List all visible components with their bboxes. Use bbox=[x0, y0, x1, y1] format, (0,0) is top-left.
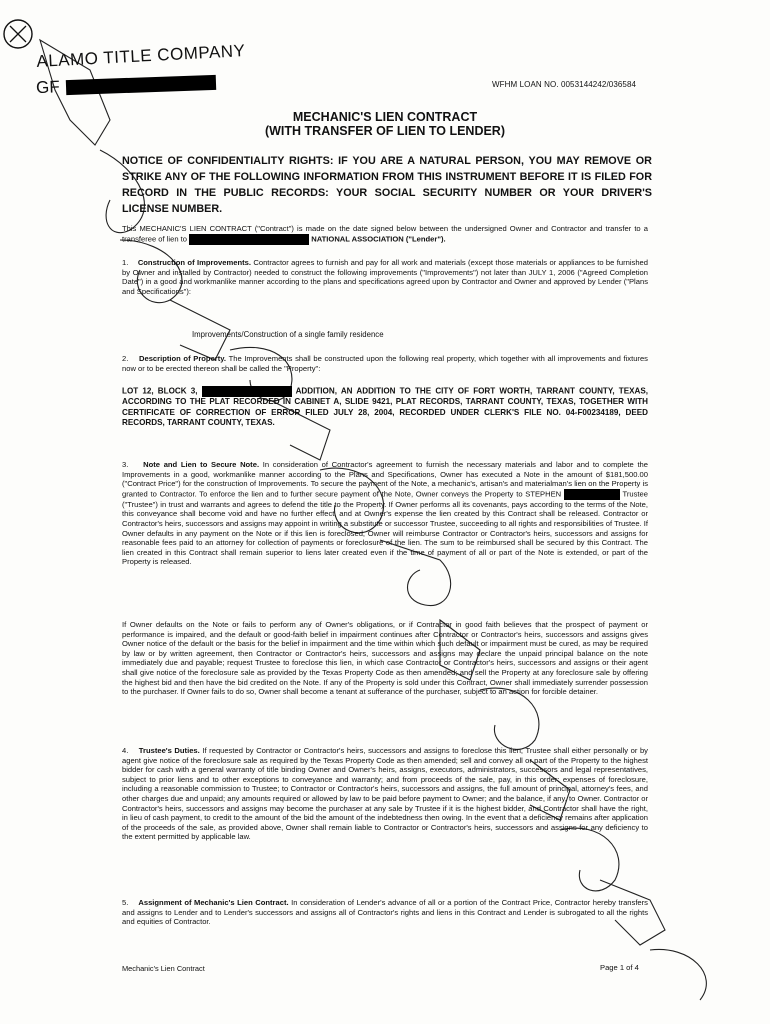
intro-text-part2: NATIONAL ASSOCIATION ("Lender"). bbox=[311, 234, 446, 244]
section-3-number: 3. bbox=[122, 460, 129, 469]
section-4 bbox=[122, 746, 648, 842]
section-2-number: 2. bbox=[122, 354, 129, 363]
section-1-heading: Construction of Improvements. bbox=[137, 258, 251, 267]
section-5-number: 5. bbox=[122, 898, 129, 907]
document-subtitle: (WITH TRANSFER OF LIEN TO LENDER) bbox=[264, 124, 506, 138]
document-title: MECHANIC'S LIEN CONTRACT bbox=[292, 110, 478, 124]
legal-description bbox=[122, 386, 648, 429]
intro-paragraph bbox=[122, 224, 648, 245]
footer-page-number: Page 1 of 4 bbox=[600, 963, 639, 972]
legal-description-part1: LOT 12, BLOCK 3, bbox=[122, 386, 198, 396]
section-3-text-a: In consideration of Contractor's agreement to furnish the necessary materials and labor and to complete the Improvements in a good, workmanlike manner according to the Plans and Specifications, Owner has executed a Note in the amount of $181,500.00 ("Contract Price") for the construction of Improvements. To secure the payment of the Note, a mechanic's, artisan's and materialman's lien on the Property is granted to Contractor. To enforce the lien and to further secure payment of the Note, Owner conveys the Property to STEPHEN bbox=[122, 460, 649, 499]
section-3-text-b: Trustee ("Trustee") in trust and warrants and agrees to defend the title to the Property. If Owner performs all its covenants, pays according to the terms of the Note, this conveyance shall become void and have no further effect, and at Owner's expense the lien created by this Contract shall be released. Contractor or Contractor's heirs, successors and assigns may appoint in writing a substitute or successor Trustee, succeeding to all rights and responsibilities of Trustee. If Owner defaults in any payment on the Note or if this lien is foreclosed, Owner will reimburse Contractor or Contractor's heirs, successors and assigns for reasonable fees paid to an attorney for collection of payments or foreclosure of the lien. The sum to be reimbursed shall be secured by this Contract. The lien created in this Contract shall remain superior to liens later created even if the time of payment of all or part of the Note is extended, or part of the Property is released. bbox=[122, 489, 648, 567]
section-3-heading: Note and Lien to Secure Note. bbox=[143, 460, 260, 469]
intro-text-part1: This MECHANIC'S LIEN CONTRACT ("Contract") is made on the date signed below between the undersigned Owner and Contractor and transfer to a transferee of lien to bbox=[122, 224, 648, 244]
confidentiality-notice: NOTICE OF CONFIDENTIALITY RIGHTS: IF YOU ARE A NATURAL PERSON, YOU MAY REMOVE OR STRIKE ANY OF THE FOLLOWING INFORMATION FROM THIS INSTRUMENT BEFORE IT IS FILED FOR RECORD IN THE PUBLIC RECORDS: YOUR SOCIAL SECURITY NUMBER OR YOUR DRIVER'S LICENSE NUMBER. bbox=[122, 155, 652, 215]
redaction-bar bbox=[65, 75, 215, 95]
section-2 bbox=[122, 354, 648, 373]
improvement-description: Improvements/Construction of a single family residence bbox=[192, 330, 384, 339]
redaction-bar bbox=[564, 489, 620, 500]
gf-number bbox=[36, 72, 216, 98]
gf-label: GF bbox=[35, 77, 60, 98]
redaction-bar bbox=[202, 386, 292, 397]
section-3-default-paragraph: If Owner defaults on the Note or fails to perform any of Owner's obligations, or if Contractor in good faith believes that the prospect of payment or performance is impaired, and the default or good-faith belief in impairment continues after Contractor or Contractor's heirs, successors and assigns gives Owner notice of the default or the basis for the belief in impairment and the time within which such default or impairment must be cured, as may be required by law or by written agreement, then Contractor or Contractor's heirs, successors and assigns may declare the unpaid principal balance on the note immediately due and payable; request Trustee to foreclose this lien, in which case Contractor or Contractor's heirs, successors and assigns or their agent shall give notice of the foreclosure sale as provided by the Texas Property Code as then amended; and sell the Property at any foreclosure sale by offering the highest bid and then have the bid credited on the Note. If any of the Property is sold under this Contract, Owner shall immediately surrender possession to the purchaser. If Owner fails to do so, Owner shall become a tenant at sufferance of the purchaser, subject to an action for forcible detainer. bbox=[122, 620, 648, 697]
section-5-heading: Assignment of Mechanic's Lien Contract. bbox=[138, 898, 289, 907]
section-3 bbox=[122, 460, 648, 567]
legal-description-part2: ADDITION, AN ADDITION TO THE CITY OF FORT WORTH, TARRANT COUNTY, TEXAS, ACCORDING TO THE PLAT RECORDED IN CABINET A, SLIDE 9421, PLAT RECORDS, TARRANT COUNTY, TEXAS, TOGETHER WITH CERTIFICATE OF CORRECTION OF ERROR FILED JULY 28, 2004, RECORDED UNDER CLERK'S FILE NO. 04-F00234189, DEED RECORDS, TARRANT COUNTY, TEXAS. bbox=[122, 386, 649, 428]
section-4-text: If requested by Contractor or Contractor's heirs, successors and assigns to foreclose this lien, Trustee shall either personally or by agent give notice of the foreclosure sale as required by the Texas Property Code as then amended; sell and convey all or part of the Property to the highest bidder for cash with a general warranty of title binding Owner and Owner's heirs, assigns, executors, administrators, successors and legal representatives, subject to prior liens and to other exceptions to conveyance and warranty; and from proceeds of the sale, pay, in this order: expenses of foreclosure, including a reasonable commission to Trustee; to Contractor or Contractor's heirs, successors and assigns, the full amount of principal, attorney's fees, and other charges due and unpaid; any amounts required or allowed by law to be paid before payment to Owner; and the balance, if any, to Owner. Contractor or Contractor's heirs, successors and assigns may become the purchaser at any sale by Trustee if it is the highest bidder, and Contractor shall have the right, in lieu of cash payment, to credit to the amount of the bid the amount of the indebtedness then owing. In the event that a deficiency remains after application of the proceeds of the sale, as provided above, Owner shall remain liable to Contractor or Contractor's heirs, successors and assigns for any deficiency to the extent permitted by applicable law. bbox=[122, 746, 648, 842]
footer-document-name: Mechanic's Lien Contract bbox=[122, 964, 205, 973]
section-4-heading: Trustee's Duties. bbox=[138, 746, 200, 755]
loan-number: WFHM LOAN NO. 0053144242/036584 bbox=[492, 80, 637, 89]
section-5 bbox=[122, 898, 648, 927]
section-1-text: Contractor agrees to furnish and pay for all work and materials (except those materials or appliances to be furnished by Owner and installed by Contractor) needed to construct the following improvements ("Improvements") not later than JULY 1, 2006 ("Agreed Completion Date") in a good and workmanlike manner according to the plans and specifications agreed upon by Contractor and Owner and approved by Lender ("Plans and Specifications"): bbox=[122, 258, 648, 296]
redaction-bar bbox=[189, 234, 309, 245]
section-2-heading: Description of Property. bbox=[139, 354, 227, 363]
section-5-text: In consideration of Lender's advance of all or a portion of the Contract Price, Contractor hereby transfers and assigns to Lender and to Lender's successors and assigns all of Contractor's rights and liens in this Contract and Lender is subrogated to all the rights and equities of Contractor. bbox=[122, 898, 648, 927]
section-2-text: The Improvements shall be constructed upon the following real property, which together with all improvements and fixtures now or to be erected thereon shall be called the "Property": bbox=[122, 354, 648, 373]
section-1-number: 1. bbox=[122, 258, 129, 267]
section-4-number: 4. bbox=[122, 746, 129, 755]
title-company-stamp: ALAMO TITLE COMPANY bbox=[36, 41, 246, 71]
section-1 bbox=[122, 258, 648, 296]
